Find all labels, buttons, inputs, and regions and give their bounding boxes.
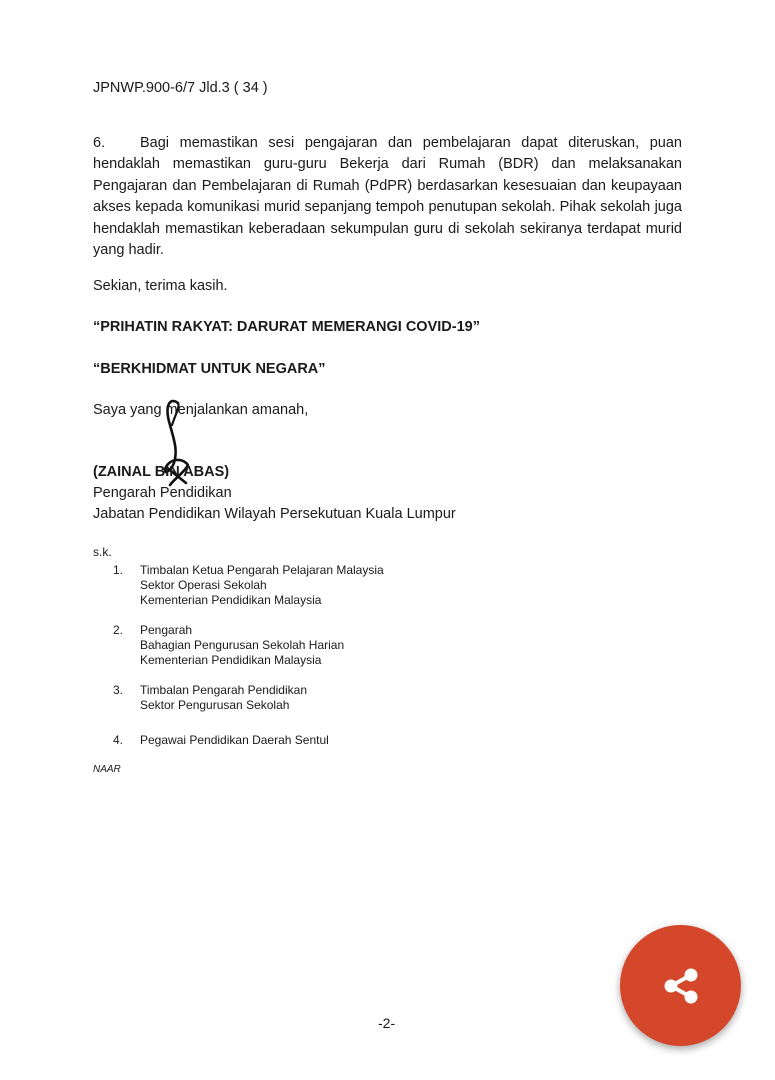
sk-item-line: Sektor Pengurusan Sekolah [140, 698, 290, 712]
sk-item-line: Pegawai Pendidikan Daerah Sentul [140, 733, 329, 747]
sk-label: s.k. [93, 545, 112, 559]
closing-text: Sekian, terima kasih. [93, 278, 228, 294]
share-icon [659, 964, 703, 1008]
slogan-negara: “BERKHIDMAT UNTUK NEGARA” [93, 361, 326, 377]
sk-item-line: Timbalan Pengarah Pendidikan [140, 683, 307, 697]
sk-item-number: 3. [113, 683, 124, 697]
sk-item-number: 2. [113, 623, 124, 637]
sk-item-line: Timbalan Ketua Pengarah Pelajaran Malaysia [140, 563, 384, 577]
reference-number: JPNWP.900-6/7 Jld.3 ( 34 ) [93, 80, 268, 96]
amanah-text: Saya yang menjalankan amanah, [93, 402, 309, 418]
paragraph-text: Bagi memastikan sesi pengajaran dan pembelajaran dapat diteruskan, puan hendaklah memastikan guru-guru Bekerja dari Rumah (BDR) dan melaksanakan Pengajaran dan Pembelajaran di Rumah (PdPR) berdasarkan kesesuaian dan keupayaan akses kepada komunikasi murid sepanjang tempoh penutupan sekolah. Pihak sekolah juga hendaklah memastikan keberadaan sekumpulan guru di sekolah sekiranya terdapat murid yang hadir. [93, 135, 682, 259]
signer-title: Pengarah Pendidikan [93, 485, 232, 501]
sk-item-number: 1. [113, 563, 124, 577]
sk-item-line: Kementerian Pendidikan Malaysia [140, 593, 322, 607]
sk-item-line: Bahagian Pengurusan Sekolah Harian [140, 638, 345, 652]
share-button[interactable] [620, 925, 741, 1046]
paragraph-number: 6. [93, 135, 106, 151]
sk-item-line: Kementerian Pendidikan Malaysia [140, 653, 322, 667]
typist-initials: NAAR [93, 764, 121, 775]
page-number: -2- [378, 1015, 396, 1031]
sk-item-number: 4. [113, 733, 124, 747]
sk-item-line: Sektor Operasi Sekolah [140, 578, 267, 592]
signer-name: (ZAINAL BIN ABAS) [93, 464, 230, 480]
signer-department: Jabatan Pendidikan Wilayah Persekutuan Kuala Lumpur [93, 506, 456, 522]
sk-item-line: Pengarah [140, 623, 193, 637]
slogan-covid: “PRIHATIN RAKYAT: DARURAT MEMERANGI COVID-19” [93, 319, 480, 335]
paragraph-6 [93, 133, 682, 261]
